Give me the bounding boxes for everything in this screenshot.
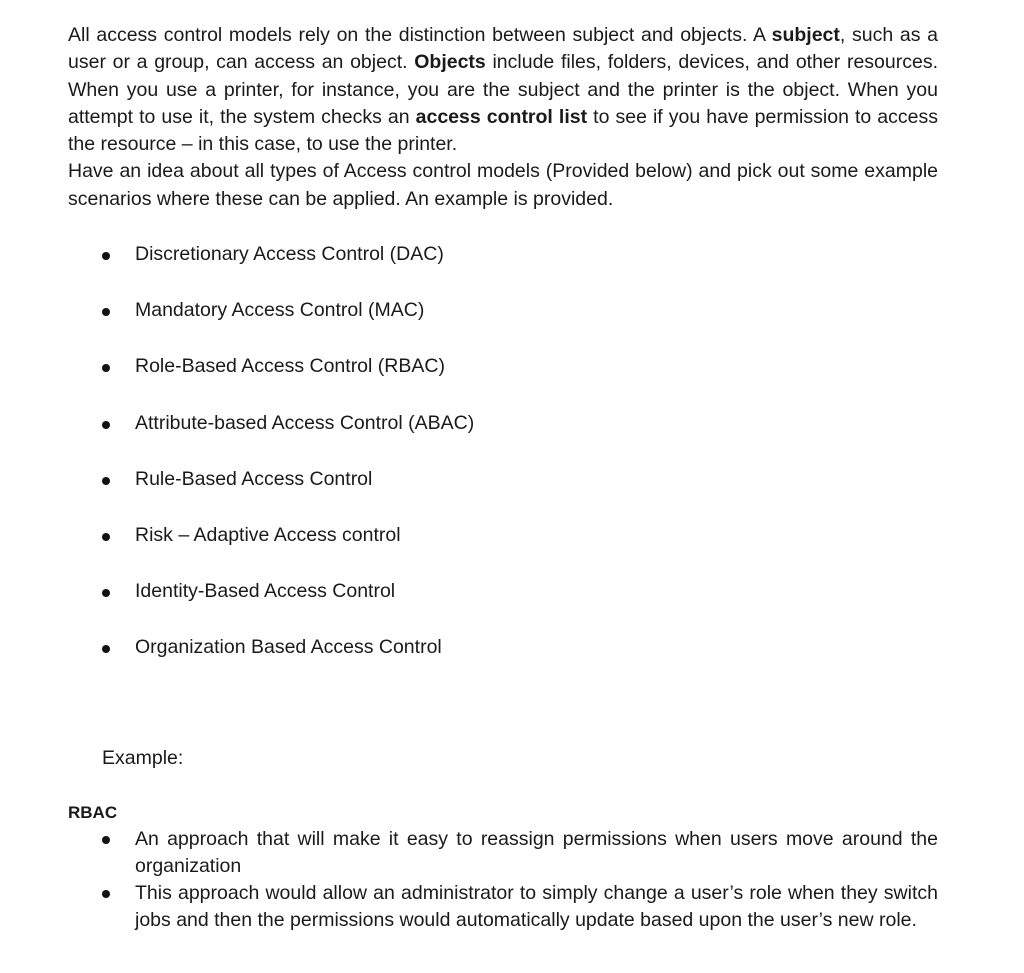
bullet-icon (102, 890, 110, 898)
list-item (135, 826, 938, 880)
objects-term: Objects (414, 51, 486, 74)
intro-text-1: All access control models rely on the distinction between subject and objects. A (68, 24, 772, 46)
acl-term: access control list (415, 105, 588, 128)
model-label: Identity-Based Access Control (135, 580, 396, 603)
list-item (0, 633, 1024, 689)
list-item (0, 352, 1024, 408)
list-item (0, 240, 1024, 296)
model-label: Mandatory Access Control (MAC) (135, 299, 425, 322)
bullet-icon (102, 308, 110, 316)
intro-text-3: include files, folders, devices, and other resources. When you use a printer, for instance, you are the subject and the printer is the object. When you attempt to use it, the system checks an (68, 51, 939, 128)
model-label: Role-Based Access Control (RBAC) (135, 355, 445, 378)
intro-paragraph (68, 22, 938, 213)
model-label: Attribute-based Access Control (ABAC) (135, 411, 475, 434)
list-item (0, 465, 1024, 521)
access-control-models-list (0, 240, 1024, 690)
list-item (0, 521, 1024, 577)
model-label: Rule-Based Access Control (135, 467, 373, 490)
list-item (135, 880, 938, 934)
bullet-icon (102, 364, 110, 372)
intro-text-2: , such as a user or a group, can access an object. (68, 24, 938, 74)
bullet-icon (102, 252, 110, 260)
model-label: Discretionary Access Control (DAC) (135, 243, 444, 265)
instruction-text: Have an idea about all types of Access control models (Provided below) and pick out some example scenarios where these can be applied. An example is provided. (68, 160, 938, 210)
bullet-icon (102, 836, 110, 844)
example-point: An approach that will make it easy to reassign permissions when users move around the organization (135, 828, 938, 877)
model-label: Risk – Adaptive Access control (135, 523, 401, 546)
bullet-icon (102, 421, 110, 429)
bullet-icon (102, 589, 110, 597)
subject-term: subject (771, 24, 840, 46)
list-item (0, 296, 1024, 352)
example-title: RBAC (68, 803, 118, 822)
intro-text-4: to see if you have permission to access the resource – in this case, to use the printer. (68, 105, 938, 156)
model-label: Organization Based Access Control (135, 636, 442, 659)
example-points-list (0, 826, 1024, 934)
list-item (0, 409, 1024, 465)
bullet-icon (102, 645, 110, 653)
list-item (0, 577, 1024, 633)
bullet-icon (102, 533, 110, 541)
example-point: This approach would allow an administrator to simply change a user’s role when they switch jobs and then the permissions would automatically update based upon the user’s new role. (135, 882, 938, 931)
example-label: Example: (102, 747, 184, 769)
bullet-icon (102, 477, 110, 485)
